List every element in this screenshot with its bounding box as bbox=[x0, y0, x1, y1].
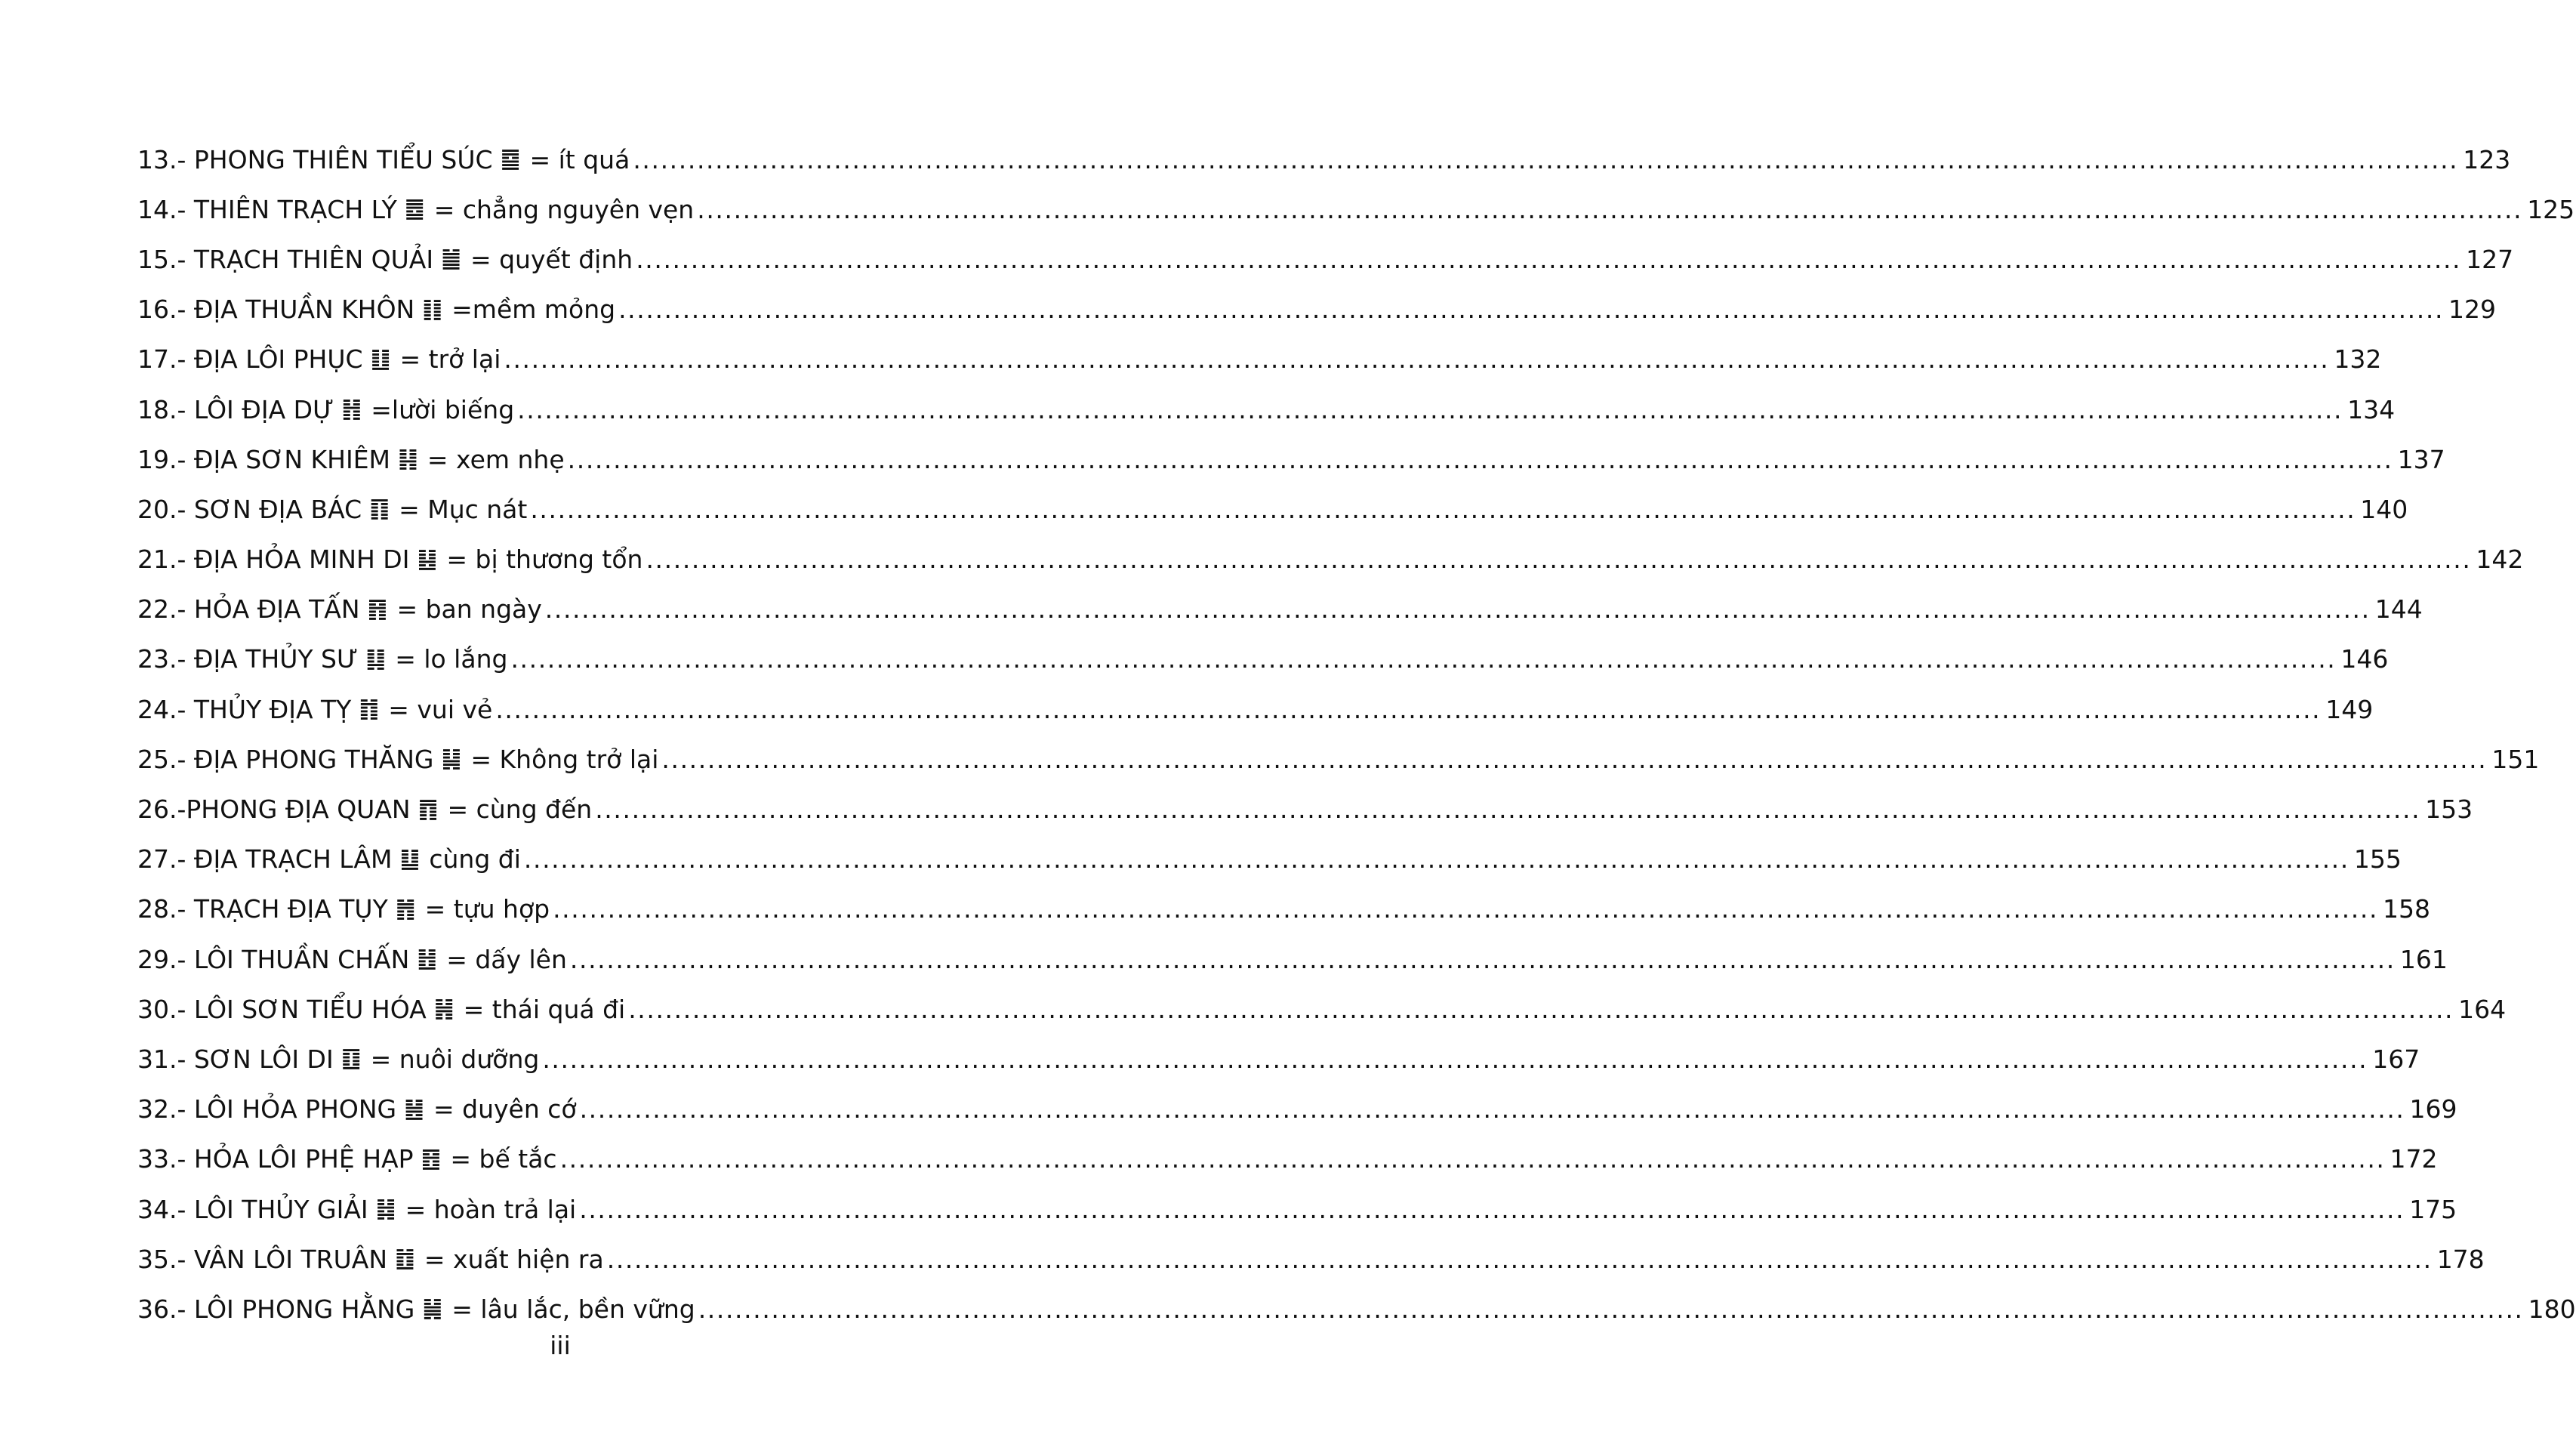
entry-meaning: = lo lắng bbox=[395, 644, 508, 674]
dot-leader: ........................................................................................................................................................................................................ bbox=[504, 344, 2330, 375]
toc-entry bbox=[137, 484, 2408, 534]
toc-entry bbox=[137, 285, 2497, 335]
hexagram-icon: ䷢ bbox=[367, 595, 388, 622]
entry-page-number: 134 bbox=[2347, 394, 2396, 424]
toc-entry bbox=[137, 1234, 2485, 1284]
entry-meaning: = xuất hiện ra bbox=[424, 1244, 604, 1274]
hexagram-icon: ䷲ bbox=[417, 946, 438, 973]
entry-page-number: 123 bbox=[2463, 144, 2511, 174]
entry-meaning: = ban ngày bbox=[396, 594, 542, 625]
entry-page-number: 132 bbox=[2334, 344, 2382, 375]
hexagram-icon: ䷗ bbox=[370, 345, 391, 372]
entry-title: 33.- HỎA LÔI PHỆ HẠP bbox=[137, 1144, 414, 1174]
entry-meaning: = chẳng nguyên vẹn bbox=[433, 194, 695, 224]
entry-meaning: =mềm mỏng bbox=[451, 295, 616, 325]
dot-leader: ........................................................................................................................................................................................................ bbox=[633, 144, 2459, 174]
entry-page-number: 129 bbox=[2448, 295, 2497, 325]
entry-title: 16.- ĐỊA THUẦN KHÔN bbox=[137, 295, 415, 325]
hexagram-icon: ䷧ bbox=[375, 1195, 396, 1223]
toc-entry bbox=[137, 535, 2524, 585]
entry-title: 34.- LÔI THỦY GIẢI bbox=[137, 1194, 368, 1224]
entry-meaning: = duyên cớ bbox=[433, 1094, 577, 1125]
entry-title: 26.-PHONG ĐỊA QUAN bbox=[137, 794, 411, 825]
hexagram-icon: ䷬ bbox=[395, 895, 416, 922]
dot-leader: ........................................................................................................................................................................................................ bbox=[595, 794, 2421, 825]
hexagram-icon: ䷁ bbox=[422, 295, 443, 322]
dot-leader: ........................................................................................................................................................................................................ bbox=[698, 1294, 2524, 1324]
toc-entry bbox=[137, 134, 2511, 184]
dot-leader: ........................................................................................................................................................................................................ bbox=[553, 894, 2379, 924]
entry-title: 31.- SƠN LÔI DI bbox=[137, 1044, 334, 1074]
entry-meaning: = bị thương tổn bbox=[446, 545, 643, 575]
dot-leader: ........................................................................................................................................................................................................ bbox=[542, 1044, 2368, 1074]
dot-leader: ........................................................................................................................................................................................................ bbox=[530, 494, 2356, 524]
dot-leader: ........................................................................................................................................................................................................ bbox=[606, 1244, 2433, 1274]
toc-entry bbox=[137, 335, 2382, 384]
entry-title: 30.- LÔI SƠN TIỂU HÓA bbox=[137, 994, 427, 1024]
hexagram-icon: ䷂ bbox=[395, 1245, 415, 1273]
toc-entry bbox=[137, 835, 2402, 884]
entry-page-number: 151 bbox=[2491, 744, 2540, 774]
entry-page-number: 142 bbox=[2476, 545, 2524, 575]
dot-leader: ........................................................................................................................................................................................................ bbox=[636, 244, 2462, 274]
toc-entry bbox=[137, 934, 2448, 984]
toc-entry bbox=[137, 684, 2374, 734]
table-of-contents bbox=[137, 134, 2576, 1334]
entry-meaning: = quyết định bbox=[470, 244, 633, 274]
dot-leader: ........................................................................................................................................................................................................ bbox=[697, 194, 2523, 224]
toc-entry bbox=[137, 734, 2540, 784]
entry-page-number: 161 bbox=[2399, 944, 2448, 974]
entry-meaning: = thái quá đi bbox=[463, 994, 626, 1024]
hexagram-icon: ䷔ bbox=[421, 1145, 442, 1172]
dot-leader: ........................................................................................................................................................................................................ bbox=[569, 944, 2396, 974]
entry-page-number: 137 bbox=[2397, 444, 2445, 474]
hexagram-icon: ䷒ bbox=[399, 845, 421, 872]
entry-meaning: = Mục nát bbox=[399, 494, 528, 524]
toc-entry bbox=[137, 1284, 2576, 1334]
entry-page-number: 175 bbox=[2409, 1194, 2457, 1224]
entry-title: 15.- TRẠCH THIÊN QUẢI bbox=[137, 244, 434, 274]
entry-meaning: = cùng đến bbox=[447, 794, 593, 825]
hexagram-icon: ䷟ bbox=[422, 1295, 443, 1322]
toc-entry bbox=[137, 234, 2514, 284]
hexagram-icon: ䷣ bbox=[417, 545, 438, 572]
toc-entry bbox=[137, 1134, 2438, 1184]
hexagram-icon: ䷽ bbox=[433, 995, 454, 1023]
hexagram-icon: ䷉ bbox=[404, 196, 425, 223]
entry-title: 27.- ĐỊA TRẠCH LÂM bbox=[137, 844, 393, 875]
hexagram-icon: ䷓ bbox=[418, 795, 439, 822]
dot-leader: ........................................................................................................................................................................................................ bbox=[579, 1194, 2405, 1224]
dot-leader: ........................................................................................................................................................................................................ bbox=[579, 1094, 2405, 1125]
dot-leader: ........................................................................................................................................................................................................ bbox=[517, 394, 2343, 424]
entry-title: 20.- SƠN ĐỊA BÁC bbox=[137, 494, 362, 524]
toc-entry bbox=[137, 884, 2431, 934]
hexagram-icon: ䷖ bbox=[369, 495, 390, 523]
hexagram-icon: ䷈ bbox=[500, 146, 521, 173]
entry-meaning: = vui vẻ bbox=[388, 694, 493, 724]
entry-meaning: = lâu lắc, bền vững bbox=[451, 1294, 695, 1324]
toc-entry bbox=[137, 984, 2507, 1034]
entry-page-number: 178 bbox=[2436, 1244, 2485, 1274]
entry-page-number: 169 bbox=[2409, 1094, 2457, 1125]
toc-entry bbox=[137, 434, 2445, 484]
hexagram-icon: ䷭ bbox=[441, 745, 462, 773]
entry-title: 29.- LÔI THUẦN CHẤN bbox=[137, 944, 410, 974]
entry-page-number: 155 bbox=[2353, 844, 2402, 875]
entry-title: 28.- TRẠCH ĐỊA TỤY bbox=[137, 894, 388, 924]
entry-title: 24.- THỦY ĐỊA TỴ bbox=[137, 694, 352, 724]
entry-title: 17.- ĐỊA LÔI PHỤC bbox=[137, 344, 363, 375]
entry-meaning: cùng đi bbox=[429, 844, 521, 875]
entry-title: 14.- THIÊN TRẠCH LÝ bbox=[137, 194, 397, 224]
entry-page-number: 144 bbox=[2374, 594, 2423, 625]
entry-meaning: = ít quá bbox=[529, 144, 630, 174]
entry-page-number: 158 bbox=[2383, 894, 2431, 924]
entry-meaning: = xem nhẹ bbox=[427, 444, 565, 474]
dot-leader: ........................................................................................................................................................................................................ bbox=[661, 744, 2488, 774]
entry-title: 32.- LÔI HỎA PHONG bbox=[137, 1094, 397, 1125]
toc-entry bbox=[137, 585, 2423, 634]
dot-leader: ........................................................................................................................................................................................................ bbox=[646, 545, 2472, 575]
page-number: iii bbox=[550, 1331, 571, 1360]
toc-entry bbox=[137, 784, 2473, 834]
hexagram-icon: ䷪ bbox=[441, 245, 461, 273]
hexagram-icon: ䷇ bbox=[359, 696, 380, 723]
entry-title: 13.- PHONG THIÊN TIỂU SÚC bbox=[137, 144, 493, 174]
toc-entry bbox=[137, 1084, 2457, 1134]
dot-leader: ........................................................................................................................................................................................................ bbox=[628, 994, 2454, 1024]
entry-page-number: 164 bbox=[2458, 994, 2507, 1024]
entry-title: 36.- LÔI PHONG HẰNG bbox=[137, 1294, 415, 1324]
dot-leader: ........................................................................................................................................................................................................ bbox=[510, 644, 2337, 674]
entry-page-number: 172 bbox=[2390, 1144, 2438, 1174]
toc-entry bbox=[137, 1184, 2457, 1234]
entry-meaning: = trở lại bbox=[399, 344, 501, 375]
entry-meaning: = nuôi dưỡng bbox=[370, 1044, 540, 1074]
entry-meaning: = tựu hợp bbox=[424, 894, 550, 924]
entry-title: 35.- VÂN LÔI TRUÂN bbox=[137, 1244, 387, 1274]
entry-page-number: 146 bbox=[2340, 644, 2389, 674]
entry-page-number: 140 bbox=[2360, 494, 2408, 524]
entry-page-number: 153 bbox=[2425, 794, 2473, 825]
entry-page-number: 167 bbox=[2372, 1044, 2420, 1074]
dot-leader: ........................................................................................................................................................................................................ bbox=[523, 844, 2350, 875]
dot-leader: ........................................................................................................................................................................................................ bbox=[559, 1144, 2386, 1174]
entry-meaning: = Không trở lại bbox=[470, 744, 659, 774]
entry-title: 22.- HỎA ĐỊA TẤN bbox=[137, 594, 360, 625]
dot-leader: ........................................................................................................................................................................................................ bbox=[544, 594, 2371, 625]
entry-meaning: =lười biếng bbox=[371, 394, 515, 424]
hexagram-icon: ䷶ bbox=[404, 1095, 424, 1122]
toc-entry bbox=[137, 634, 2389, 684]
entry-meaning: = bế tắc bbox=[450, 1144, 557, 1174]
entry-meaning: = dấy lên bbox=[446, 944, 567, 974]
entry-page-number: 125 bbox=[2527, 194, 2575, 224]
dot-leader: ........................................................................................................................................................................................................ bbox=[618, 295, 2445, 325]
toc-entry bbox=[137, 184, 2575, 234]
toc-entry bbox=[137, 1034, 2420, 1084]
dot-leader: ........................................................................................................................................................................................................ bbox=[567, 444, 2393, 474]
hexagram-icon: ䷚ bbox=[340, 1045, 362, 1072]
hexagram-icon: ䷎ bbox=[398, 446, 418, 473]
entry-title: 23.- ĐỊA THỦY SƯ bbox=[137, 644, 359, 674]
entry-title: 19.- ĐỊA SƠN KHIÊM bbox=[137, 444, 391, 474]
dot-leader: ........................................................................................................................................................................................................ bbox=[495, 694, 2322, 724]
entry-page-number: 127 bbox=[2466, 244, 2514, 274]
hexagram-icon: ䷆ bbox=[365, 645, 387, 672]
entry-title: 18.- LÔI ĐỊA DỰ bbox=[137, 394, 334, 424]
entry-page-number: 149 bbox=[2325, 694, 2374, 724]
entry-meaning: = hoàn trả lại bbox=[405, 1194, 577, 1224]
entry-page-number: 180 bbox=[2528, 1294, 2576, 1324]
entry-title: 25.- ĐỊA PHONG THĂNG bbox=[137, 744, 434, 774]
entry-title: 21.- ĐỊA HỎA MINH DI bbox=[137, 545, 410, 575]
toc-entry bbox=[137, 384, 2396, 434]
hexagram-icon: ䷏ bbox=[341, 396, 362, 423]
